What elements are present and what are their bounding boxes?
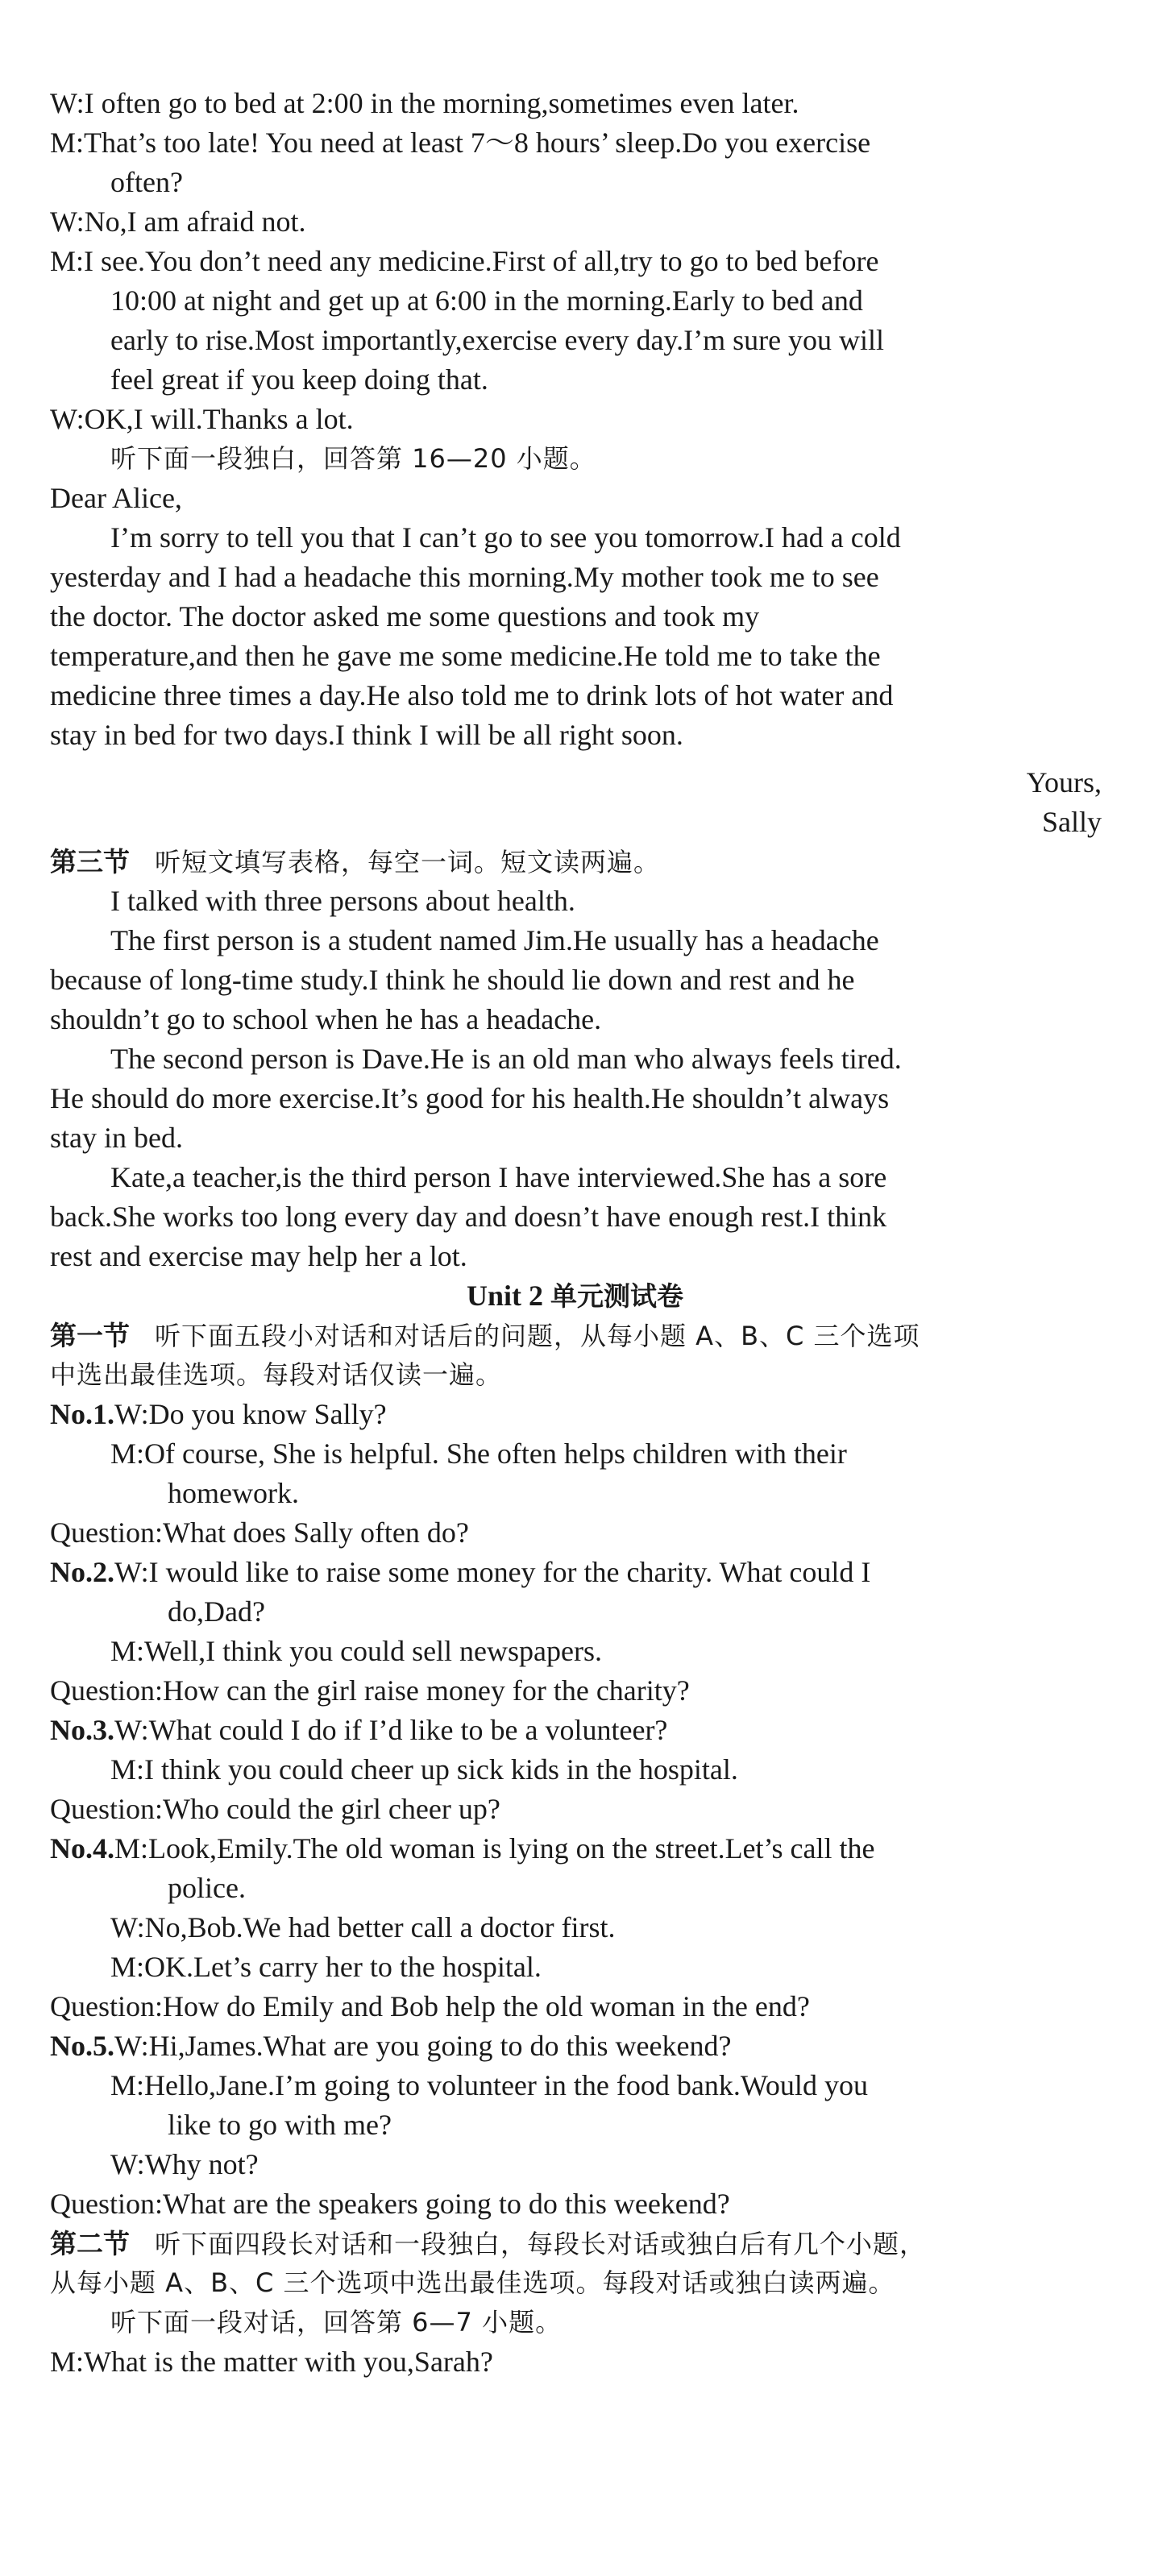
dialogue-line: W:OK,I will.Thanks a lot. (50, 403, 354, 435)
dialogue-line: 10:00 at night and get up at 6:00 in the morning.Early to bed and (110, 284, 863, 317)
section-instruction: 从每小题 A、B、C 三个选项中选出最佳选项。每段对话或独白读两遍。 (50, 2267, 895, 2298)
dialogue-line: W:No,Bob.We had better call a doctor first. (110, 1911, 616, 1943)
instruction-line: 听下面一段对话，回答第 6—7 小题。 (110, 2307, 563, 2337)
dialogue-line: W:Do you know Sally? (114, 1398, 387, 1430)
section-label: 第三节 (50, 846, 130, 877)
question-number: No.3. (50, 1714, 114, 1746)
dialogue-line: M:I think you could cheer up sick kids in the hospital. (110, 1753, 738, 1786)
dialogue-line: homework. (168, 1477, 299, 1509)
dialogue-line: early to rise.Most importantly,exercise every day.I’m sure you will (110, 324, 885, 356)
section-heading (0, 1315, 1150, 1355)
question-number: No.4. (50, 1832, 114, 1865)
dialogue-line: W:What could I do if I’d like to be a volunteer? (114, 1714, 668, 1746)
dialogue-line: W:I often go to bed at 2:00 in the morning,sometimes even later. (50, 87, 799, 119)
section-heading (0, 2223, 1150, 2263)
dialogue-line: W:Why not? (110, 2148, 259, 2180)
passage-line: shouldn’t go to school when he has a headache. (50, 1003, 602, 1035)
question-line: Question:What does Sally often do? (50, 1516, 469, 1549)
dialogue-line: M:I see.You don’t need any medicine.First of all,try to go to bed before (50, 245, 879, 277)
dialogue-line: M:OK.Let’s carry her to the hospital. (110, 1951, 542, 1983)
letter-greeting: Dear Alice, (50, 482, 182, 514)
dialogue-line: M:That’s too late! You need at least 7～8 hours’ sleep.Do you exercise (50, 127, 871, 159)
letter-closing: Yours, (1026, 766, 1102, 799)
passage-line: He should do more exercise.It’s good for his health.He shouldn’t always (50, 1082, 890, 1114)
dialogue-line: M:Look,Emily.The old woman is lying on the street.Let’s call the (114, 1832, 875, 1865)
question-number: No.5. (50, 2030, 114, 2062)
letter-line: yesterday and I had a headache this morning.My mother took me to see (50, 561, 879, 593)
section-instruction: 听短文填写表格，每空一词。短文读两遍。 (155, 847, 661, 877)
section-instruction: 听下面五段小对话和对话后的问题，从每小题 A、B、C 三个选项 (155, 1321, 920, 1351)
passage-line: The first person is a student named Jim.He usually has a headache (110, 924, 879, 956)
dialogue-line: like to go with me? (168, 2109, 392, 2141)
dialogue-line: M:Well,I think you could sell newspapers. (110, 1635, 602, 1667)
unit-title-en: Unit 2 (466, 1280, 543, 1312)
question-number: No.1. (50, 1398, 114, 1430)
dialogue-line: do,Dad? (168, 1595, 265, 1628)
letter-line: stay in bed for two days.I think I will be all right soon. (50, 719, 683, 751)
section-instruction: 中选出最佳选项。每段对话仅读一遍。 (50, 1359, 503, 1390)
question-item (0, 1552, 1150, 1592)
instruction-line: 听下面一段独白，回答第 16—20 小题。 (110, 443, 596, 474)
question-item (0, 1828, 1150, 1869)
question-line: Question:What are the speakers going to do this weekend? (50, 2188, 730, 2220)
passage-line: because of long-time study.I think he should lie down and rest and he (50, 964, 855, 996)
question-line: Question:How can the girl raise money for the charity? (50, 1674, 690, 1707)
section-label: 第二节 (50, 2228, 130, 2259)
question-item (0, 2026, 1150, 2066)
question-line: Question:How do Emily and Bob help the old woman in the end? (50, 1990, 810, 2022)
question-item (0, 1394, 1150, 1434)
section-instruction: 听下面四段长对话和一段独白，每段长对话或独白后有几个小题， (155, 2229, 927, 2259)
letter-line: temperature,and then he gave me some medicine.He told me to take the (50, 640, 881, 672)
dialogue-line: W:Hi,James.What are you going to do this weekend? (114, 2030, 732, 2062)
question-item (0, 1710, 1150, 1750)
unit-title (0, 1276, 1150, 1316)
dialogue-line: police. (168, 1872, 246, 1904)
passage-line: back.She works too long every day and doesn’t have enough rest.I think (50, 1201, 887, 1233)
passage-line: Kate,a teacher,is the third person I have interviewed.She has a sore (110, 1161, 887, 1193)
dialogue-line: W:I would like to raise some money for the charity. What could I (114, 1556, 871, 1588)
dialogue-line: feel great if you keep doing that. (110, 363, 488, 396)
question-line: Question:Who could the girl cheer up? (50, 1793, 500, 1825)
passage-line: stay in bed. (50, 1122, 183, 1154)
letter-line: the doctor. The doctor asked me some questions and took my (50, 600, 760, 633)
section-label: 第一节 (50, 1320, 130, 1351)
dialogue-line: M:Of course, She is helpful. She often helps children with their (110, 1437, 847, 1470)
section-heading (0, 841, 1150, 881)
passage-line: rest and exercise may help her a lot. (50, 1240, 467, 1272)
unit-title-cn: 单元测试卷 (550, 1280, 683, 1312)
dialogue-line: W:No,I am afraid not. (50, 205, 306, 238)
letter-line: I’m sorry to tell you that I can’t go to see you tomorrow.I had a cold (110, 521, 901, 554)
passage-line: I talked with three persons about health. (110, 885, 575, 917)
passage-line: The second person is Dave.He is an old man who always feels tired. (110, 1043, 902, 1075)
letter-line: medicine three times a day.He also told me to drink lots of hot water and (50, 679, 894, 711)
question-number: No.2. (50, 1556, 114, 1588)
dialogue-line: often? (110, 166, 183, 198)
dialogue-line: M:Hello,Jane.I’m going to volunteer in the food bank.Would you (110, 2069, 868, 2101)
letter-signature: Sally (1041, 806, 1102, 838)
dialogue-line: M:What is the matter with you,Sarah? (50, 2346, 493, 2378)
